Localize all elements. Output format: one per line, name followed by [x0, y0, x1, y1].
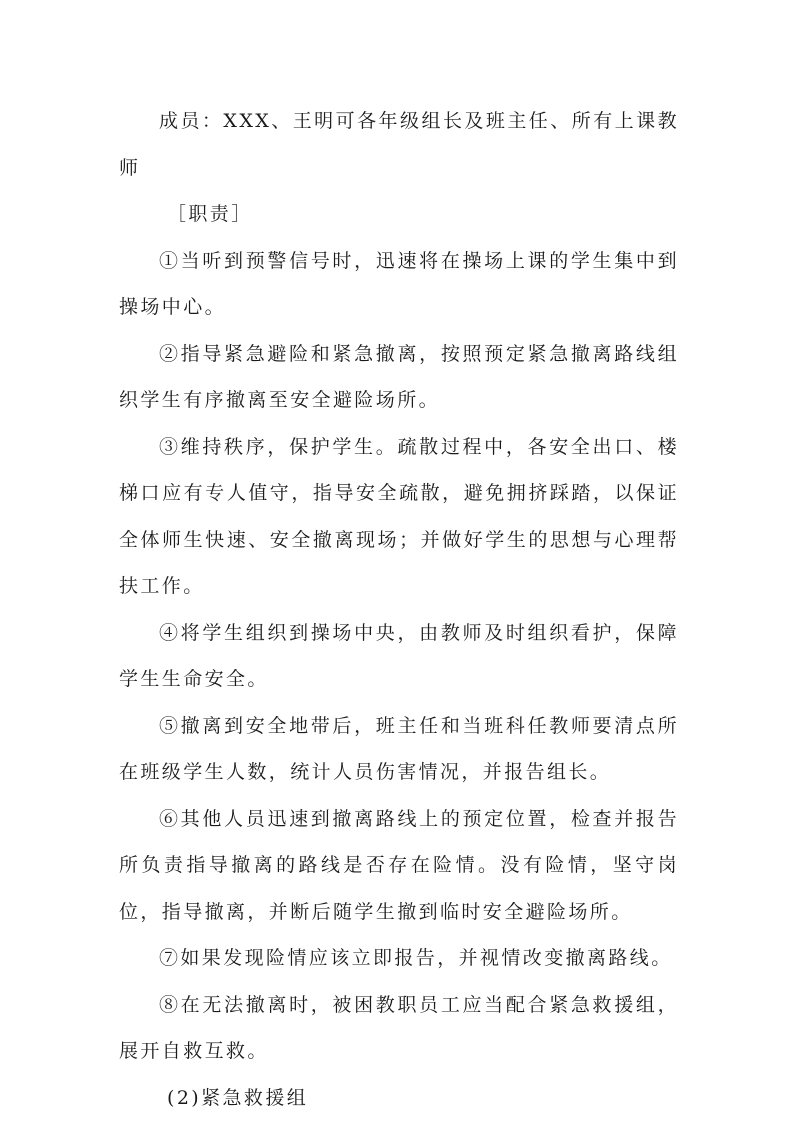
- paragraph-members: 成员：XXX、王明可各年级组长及班主任、所有上课教师: [119, 110, 679, 179]
- paragraph-duty-5: ⑤撤离到安全地带后，班主任和当班科任教师要清点所在班级学生人数，统计人员伤害情况，并报告组长。: [119, 714, 679, 783]
- paragraph-duty-1: ①当听到预警信号时，迅速将在操场上课的学生集中到操场中心。: [119, 249, 679, 318]
- paragraph-duty-8: ⑧在无法撤离时，被困教职员工应当配合紧急救援组，展开自救互救。: [119, 993, 679, 1062]
- paragraph-duty-7: ⑦如果发现险情应该立即报告，并视情改变撤离路线。: [159, 947, 673, 969]
- paragraph-duties-heading: ［职责］: [167, 203, 253, 225]
- document-body: [119, 98, 679, 1121]
- paragraph-duty-2: ②指导紧急避险和紧急撤离，按照预定紧急撤离路线组织学生有序撤离至安全避险场所。: [119, 342, 679, 411]
- paragraph-duty-4: ④将学生组织到操场中央，由教师及时组织看护，保障学生生命安全。: [119, 621, 679, 690]
- paragraph-duty-3: ③维持秩序，保护学生。疏散过程中，各安全出口、楼梯口应有专人值守，指导安全疏散，避免拥挤踩踏，以保证全体师生快速、安全撤离现场；并做好学生的思想与心理帮扶工作。: [119, 435, 679, 597]
- paragraph-duty-6: ⑥其他人员迅速到撤离路线上的预定位置，检查并报告所负责指导撤离的路线是否存在险情。没有险情，坚守岗位，指导撤离，并断后随学生撤到临时安全避险场所。: [119, 807, 679, 923]
- section-heading-rescue-group: (2)紧急救援组: [167, 1086, 309, 1109]
